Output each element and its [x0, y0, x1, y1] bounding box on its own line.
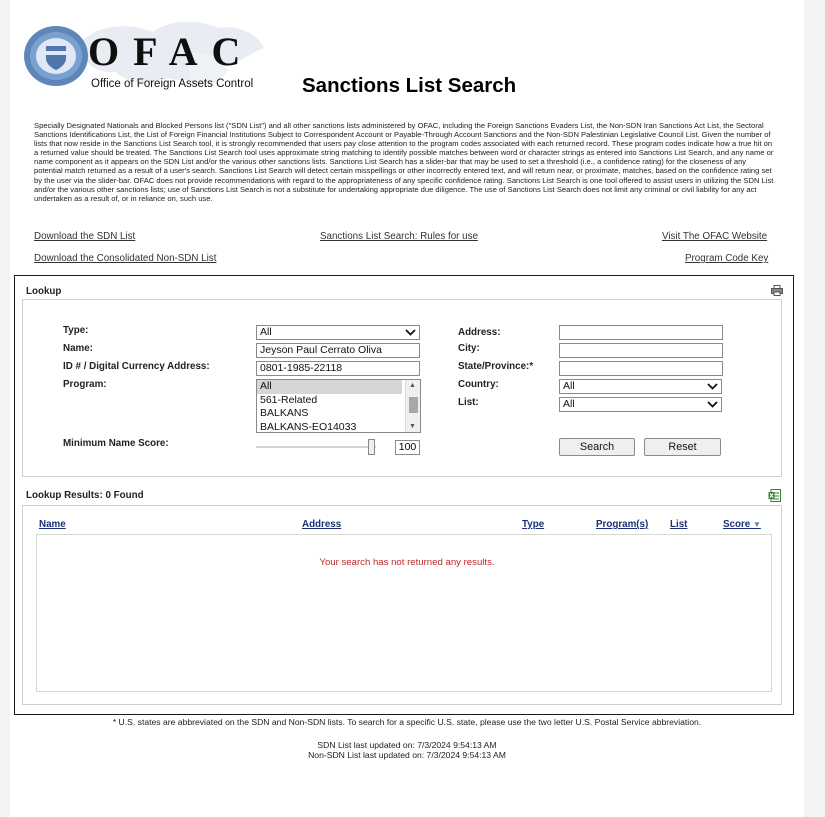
print-icon[interactable] — [771, 285, 783, 296]
state-province-input[interactable] — [559, 361, 723, 376]
search-button[interactable]: Search — [559, 438, 635, 456]
program-option[interactable]: All — [257, 380, 402, 394]
country-select[interactable] — [559, 379, 722, 394]
results-title: Lookup Results: 0 Found — [26, 490, 144, 501]
column-header-type[interactable]: Type — [522, 519, 545, 530]
excel-export-icon[interactable] — [768, 489, 781, 502]
page-title: Sanctions List Search — [302, 74, 517, 97]
id-label: ID # / Digital Currency Address: — [63, 361, 210, 372]
address-label: Address: — [458, 327, 501, 338]
list-select-value: All — [563, 398, 575, 410]
program-label: Program: — [63, 379, 107, 390]
lookup-title: Lookup — [26, 286, 62, 297]
state-abbreviation-note: * U.S. states are abbreviated on the SDN and Non-SDN lists. To search for a specific U.S. state, please use the two letter U.S. Postal Service abbreviation. — [112, 717, 702, 727]
sdn-last-updated: SDN List last updated on: 7/3/2024 9:54:13 AM — [317, 740, 497, 750]
column-header-name[interactable]: Name — [39, 519, 66, 530]
min-score-slider-handle[interactable] — [368, 439, 375, 455]
name-label: Name: — [63, 343, 93, 354]
id-input[interactable]: 0801-1985-22118 — [256, 361, 420, 376]
state-province-label: State/Province:* — [458, 361, 534, 372]
treasury-seal-icon — [22, 24, 92, 88]
list-select[interactable] — [559, 397, 722, 412]
type-label: Type: — [63, 325, 89, 336]
country-label: Country: — [458, 379, 499, 390]
name-input[interactable]: Jeyson Paul Cerrato Oliva — [256, 343, 420, 358]
scroll-up-icon[interactable]: ▲ — [409, 382, 416, 389]
column-header-programs[interactable]: Program(s) — [596, 519, 649, 530]
download-sdn-link[interactable]: Download the SDN List — [34, 231, 136, 242]
min-score-input[interactable]: 100 — [395, 440, 420, 455]
column-header-list[interactable]: List — [670, 519, 688, 530]
program-listbox[interactable] — [256, 379, 421, 433]
reset-button[interactable]: Reset — [644, 438, 721, 456]
min-score-label: Minimum Name Score: — [63, 438, 169, 449]
scroll-down-icon[interactable]: ▼ — [409, 423, 416, 430]
country-select-value: All — [563, 380, 575, 392]
chevron-down-icon — [707, 401, 718, 408]
page-container — [10, 0, 804, 817]
column-header-score-label: Score — [723, 519, 751, 530]
list-label: List: — [458, 397, 479, 408]
chevron-down-icon — [405, 329, 416, 336]
type-select[interactable] — [256, 325, 420, 340]
no-results-message: Your search has not returned any results. — [319, 557, 495, 568]
rules-for-use-link[interactable]: Sanctions List Search: Rules for use — [320, 231, 478, 242]
type-select-value: All — [260, 326, 272, 338]
program-option[interactable]: 561-Related — [260, 393, 318, 406]
scrollbar-thumb[interactable] — [409, 397, 418, 413]
column-header-score[interactable] — [723, 519, 761, 530]
chevron-down-icon — [707, 383, 718, 390]
city-label: City: — [458, 343, 480, 354]
ofac-logo-subtitle: Office of Foreign Assets Control — [91, 78, 254, 90]
city-input[interactable] — [559, 343, 723, 358]
min-score-slider-track[interactable] — [256, 446, 376, 448]
non-sdn-last-updated: Non-SDN List last updated on: 7/3/2024 9:54:13 AM — [308, 750, 506, 760]
intro-paragraph: Specially Designated Nationals and Blocked Persons list ("SDN List") and all other sanctions lists administered by OFAC, including the Foreign Sanctions Evaders List, the Non-SDN Iran Sanctions Act List, the Sectoral Sanctions Identifications List, the List of Foreign Financial Institutions Subject to Correspondent Account or Payable-Through Account Sanctions and the Non-SDN Palestinian Legislative Council List. Given the number of lists that now reside in the Sanctions List Search tool, it is strongly recommended that users pay close attention to the program codes associated with each returned record. These program codes indicate how a true hit on a returned value should be treated. The Sanctions List Search tool uses approximate string matching to identify possible matches between word or character strings as entered into Sanctions List Search, and any name or name component as it appears on the SDN List and/or the various other sanctions lists. Sanctions List Search has a slider-bar that may be used to set a threshold (i.e., a confidence rating) for the closeness of any potential match returned as a result of a user's search. Sanctions List Search will detect certain misspellings or other incorrectly entered text, and will return near, or proximate, matches, based on the confidence rating set by the user via the slider-bar. OFAC does not provide recommendations with regard to the appropriateness of any specific confidence rating. Sanctions List Search is one tool offered to assist users in utilizing the SDN List and/or the various other sanctions lists; use of Sanctions List Search is not a substitute for undertaking appropriate due diligence. The use of Sanctions List Search does not limit any criminal or civil liability for any act undertaken as a result of, or in reliance on, such use. — [34, 121, 774, 203]
sort-descending-icon: ▼ — [752, 520, 761, 529]
program-option[interactable]: BALKANS-EO14033 — [260, 420, 357, 433]
address-input[interactable] — [559, 325, 723, 340]
column-header-address[interactable]: Address — [302, 519, 342, 530]
program-option[interactable]: BALKANS — [260, 407, 309, 419]
visit-ofac-link[interactable]: Visit The OFAC Website — [662, 231, 768, 242]
program-code-key-link[interactable]: Program Code Key — [685, 253, 769, 264]
program-listbox-scrollbar[interactable] — [405, 380, 420, 432]
download-non-sdn-link[interactable]: Download the Consolidated Non-SDN List — [34, 253, 217, 264]
ofac-logo: OFAC — [88, 29, 255, 74]
